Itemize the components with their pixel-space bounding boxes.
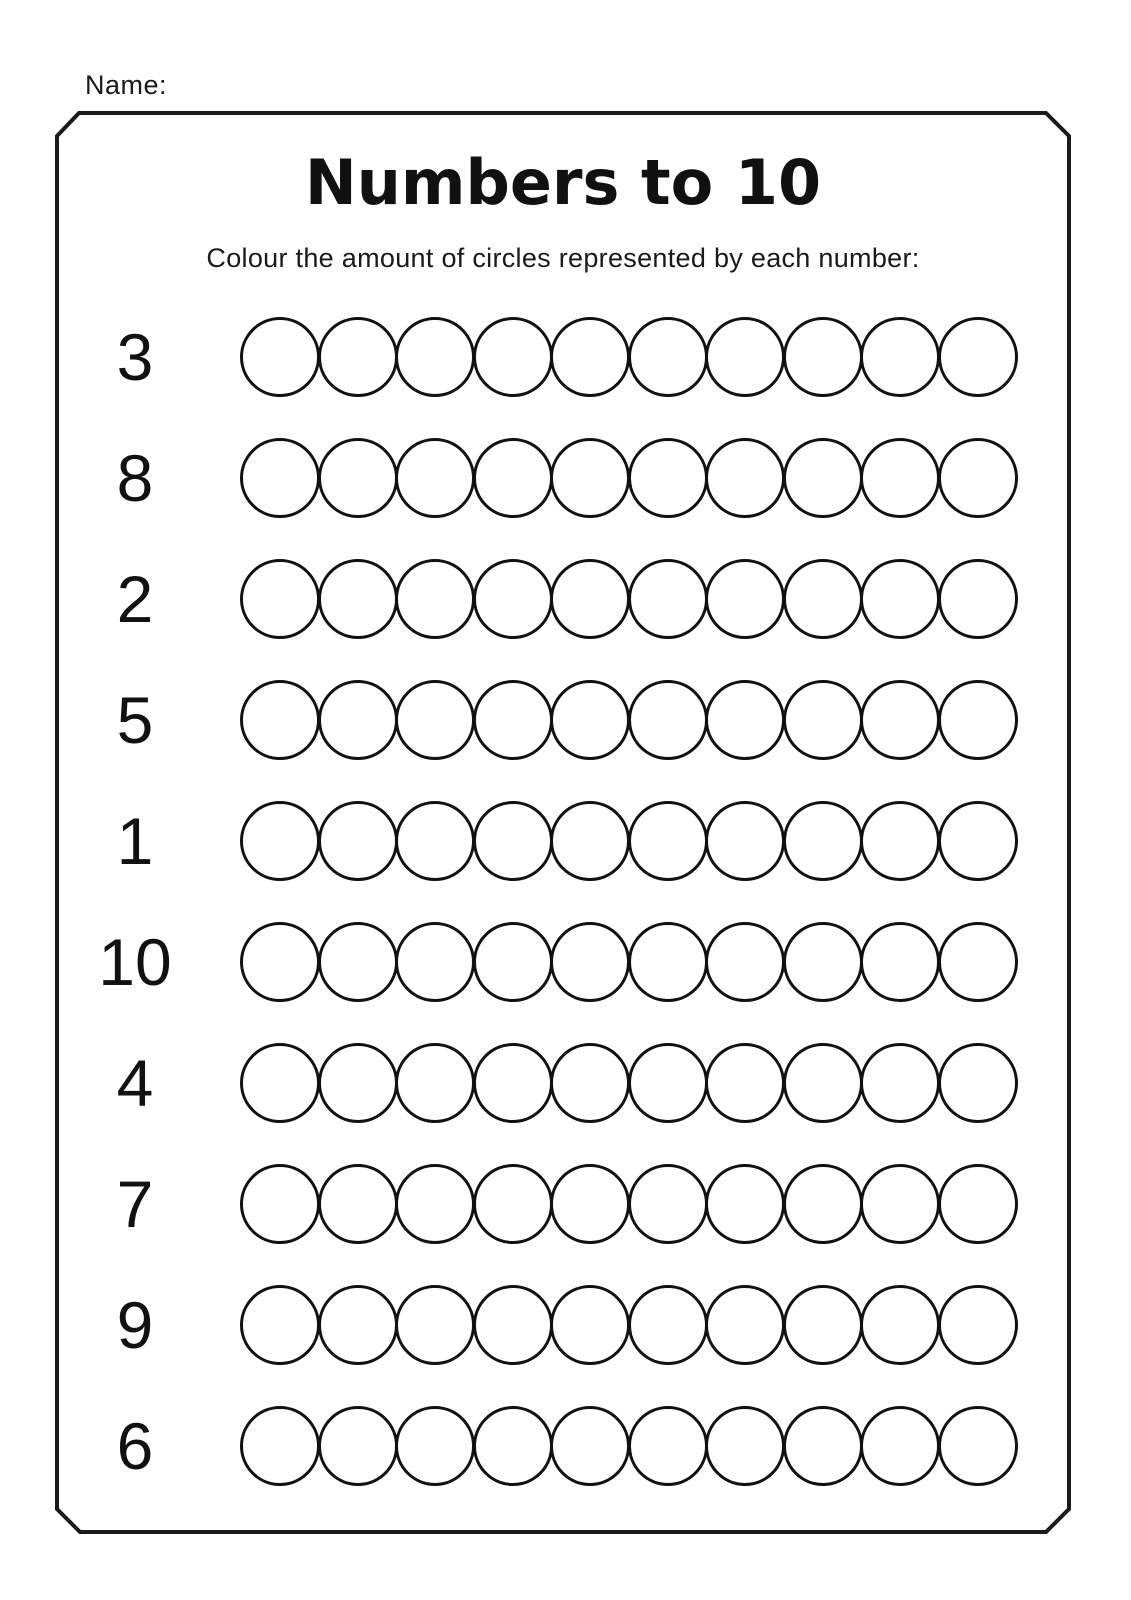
colorable-circle[interactable] [473, 801, 553, 881]
colorable-circle[interactable] [318, 922, 398, 1002]
colorable-circle[interactable] [705, 438, 785, 518]
row-circles [240, 680, 1015, 760]
colorable-circle[interactable] [783, 922, 863, 1002]
colorable-circle[interactable] [628, 1043, 708, 1123]
name-label: Name: [85, 70, 168, 100]
colorable-circle[interactable] [860, 922, 940, 1002]
colorable-circle[interactable] [860, 317, 940, 397]
colorable-circle[interactable] [395, 1164, 475, 1244]
colorable-circle[interactable] [240, 438, 320, 518]
colorable-circle[interactable] [860, 801, 940, 881]
colorable-circle[interactable] [240, 1164, 320, 1244]
colorable-circle[interactable] [938, 1164, 1018, 1244]
colorable-circle[interactable] [628, 559, 708, 639]
colorable-circle[interactable] [318, 1406, 398, 1486]
colorable-circle[interactable] [628, 438, 708, 518]
colorable-circle[interactable] [395, 1406, 475, 1486]
colorable-circle[interactable] [473, 922, 553, 1002]
colorable-circle[interactable] [705, 317, 785, 397]
colorable-circle[interactable] [938, 438, 1018, 518]
row-number-label: 9 [116, 1287, 154, 1362]
colorable-circle[interactable] [473, 1285, 553, 1365]
colorable-circle[interactable] [628, 1406, 708, 1486]
colorable-circle[interactable] [860, 1406, 940, 1486]
colorable-circle[interactable] [938, 559, 1018, 639]
worksheet-instructions: Colour the amount of circles represented by each number: [206, 243, 920, 273]
colorable-circle[interactable] [860, 1285, 940, 1365]
colorable-circle[interactable] [240, 801, 320, 881]
row-number-label: 7 [116, 1166, 154, 1241]
number-row [57, 1385, 1069, 1506]
colorable-circle[interactable] [473, 1164, 553, 1244]
colorable-circle[interactable] [783, 559, 863, 639]
colorable-circle[interactable] [473, 438, 553, 518]
row-circles [240, 1285, 1015, 1365]
colorable-circle[interactable] [550, 1164, 630, 1244]
colorable-circle[interactable] [705, 559, 785, 639]
colorable-circle[interactable] [318, 1285, 398, 1365]
colorable-circle[interactable] [938, 1406, 1018, 1486]
row-circles [240, 438, 1015, 518]
colorable-circle[interactable] [473, 559, 553, 639]
colorable-circle[interactable] [318, 559, 398, 639]
number-row [57, 417, 1069, 538]
colorable-circle[interactable] [318, 1164, 398, 1244]
colorable-circle[interactable] [473, 680, 553, 760]
colorable-circle[interactable] [783, 1285, 863, 1365]
colorable-circle[interactable] [240, 1043, 320, 1123]
row-number-label: 5 [116, 682, 154, 757]
colorable-circle[interactable] [550, 1043, 630, 1123]
row-number-label: 10 [98, 924, 172, 999]
colorable-circle[interactable] [473, 1043, 553, 1123]
row-circles [240, 1164, 1015, 1244]
colorable-circle[interactable] [860, 1043, 940, 1123]
colorable-circle[interactable] [938, 680, 1018, 760]
colorable-circle[interactable] [395, 317, 475, 397]
row-number-label: 8 [116, 440, 154, 515]
colorable-circle[interactable] [395, 801, 475, 881]
colorable-circle[interactable] [550, 922, 630, 1002]
colorable-circle[interactable] [240, 559, 320, 639]
colorable-circle[interactable] [240, 1285, 320, 1365]
colorable-circle[interactable] [783, 1043, 863, 1123]
colorable-circle[interactable] [318, 317, 398, 397]
number-row [57, 901, 1069, 1022]
colorable-circle[interactable] [395, 1043, 475, 1123]
row-number-label: 6 [116, 1408, 154, 1483]
colorable-circle[interactable] [318, 1043, 398, 1123]
colorable-circle[interactable] [628, 1285, 708, 1365]
colorable-circle[interactable] [550, 438, 630, 518]
colorable-circle[interactable] [938, 317, 1018, 397]
number-row [57, 659, 1069, 780]
colorable-circle[interactable] [783, 801, 863, 881]
colorable-circle[interactable] [240, 680, 320, 760]
colorable-circle[interactable] [628, 1164, 708, 1244]
number-row [57, 1022, 1069, 1143]
number-row [57, 1264, 1069, 1385]
colorable-circle[interactable] [705, 922, 785, 1002]
colorable-circle[interactable] [860, 1164, 940, 1244]
colorable-circle[interactable] [628, 680, 708, 760]
colorable-circle[interactable] [550, 559, 630, 639]
colorable-circle[interactable] [783, 317, 863, 397]
row-circles [240, 1043, 1015, 1123]
colorable-circle[interactable] [240, 1406, 320, 1486]
colorable-circle[interactable] [860, 438, 940, 518]
row-number-label: 1 [116, 803, 154, 878]
colorable-circle[interactable] [550, 801, 630, 881]
rows-container [57, 296, 1069, 1506]
colorable-circle[interactable] [783, 680, 863, 760]
colorable-circle[interactable] [705, 1285, 785, 1365]
colorable-circle[interactable] [240, 317, 320, 397]
number-row [57, 1143, 1069, 1264]
number-row [57, 780, 1069, 901]
colorable-circle[interactable] [473, 317, 553, 397]
row-circles [240, 922, 1015, 1002]
row-number-label: 2 [116, 561, 154, 636]
colorable-circle[interactable] [395, 438, 475, 518]
row-number-label: 3 [116, 319, 154, 394]
worksheet-title: Numbers to 10 [304, 146, 822, 219]
colorable-circle[interactable] [550, 317, 630, 397]
number-row [57, 538, 1069, 659]
colorable-circle[interactable] [938, 1285, 1018, 1365]
number-row [57, 296, 1069, 417]
colorable-circle[interactable] [628, 922, 708, 1002]
colorable-circle[interactable] [318, 801, 398, 881]
colorable-circle[interactable] [395, 680, 475, 760]
colorable-circle[interactable] [550, 1285, 630, 1365]
colorable-circle[interactable] [860, 680, 940, 760]
colorable-circle[interactable] [318, 680, 398, 760]
row-circles [240, 801, 1015, 881]
colorable-circle[interactable] [938, 1043, 1018, 1123]
colorable-circle[interactable] [318, 438, 398, 518]
colorable-circle[interactable] [938, 922, 1018, 1002]
colorable-circle[interactable] [705, 680, 785, 760]
row-circles [240, 559, 1015, 639]
colorable-circle[interactable] [860, 559, 940, 639]
colorable-circle[interactable] [938, 801, 1018, 881]
colorable-circle[interactable] [783, 1164, 863, 1244]
colorable-circle[interactable] [395, 922, 475, 1002]
colorable-circle[interactable] [705, 1406, 785, 1486]
colorable-circle[interactable] [395, 1285, 475, 1365]
colorable-circle[interactable] [550, 680, 630, 760]
colorable-circle[interactable] [705, 1043, 785, 1123]
colorable-circle[interactable] [783, 1406, 863, 1486]
colorable-circle[interactable] [705, 801, 785, 881]
colorable-circle[interactable] [628, 317, 708, 397]
colorable-circle[interactable] [395, 559, 475, 639]
row-circles [240, 317, 1015, 397]
row-number-label: 4 [116, 1045, 154, 1120]
colorable-circle[interactable] [705, 1164, 785, 1244]
row-circles [240, 1406, 1015, 1486]
colorable-circle[interactable] [473, 1406, 553, 1486]
colorable-circle[interactable] [628, 801, 708, 881]
colorable-circle[interactable] [240, 922, 320, 1002]
colorable-circle[interactable] [550, 1406, 630, 1486]
colorable-circle[interactable] [783, 438, 863, 518]
